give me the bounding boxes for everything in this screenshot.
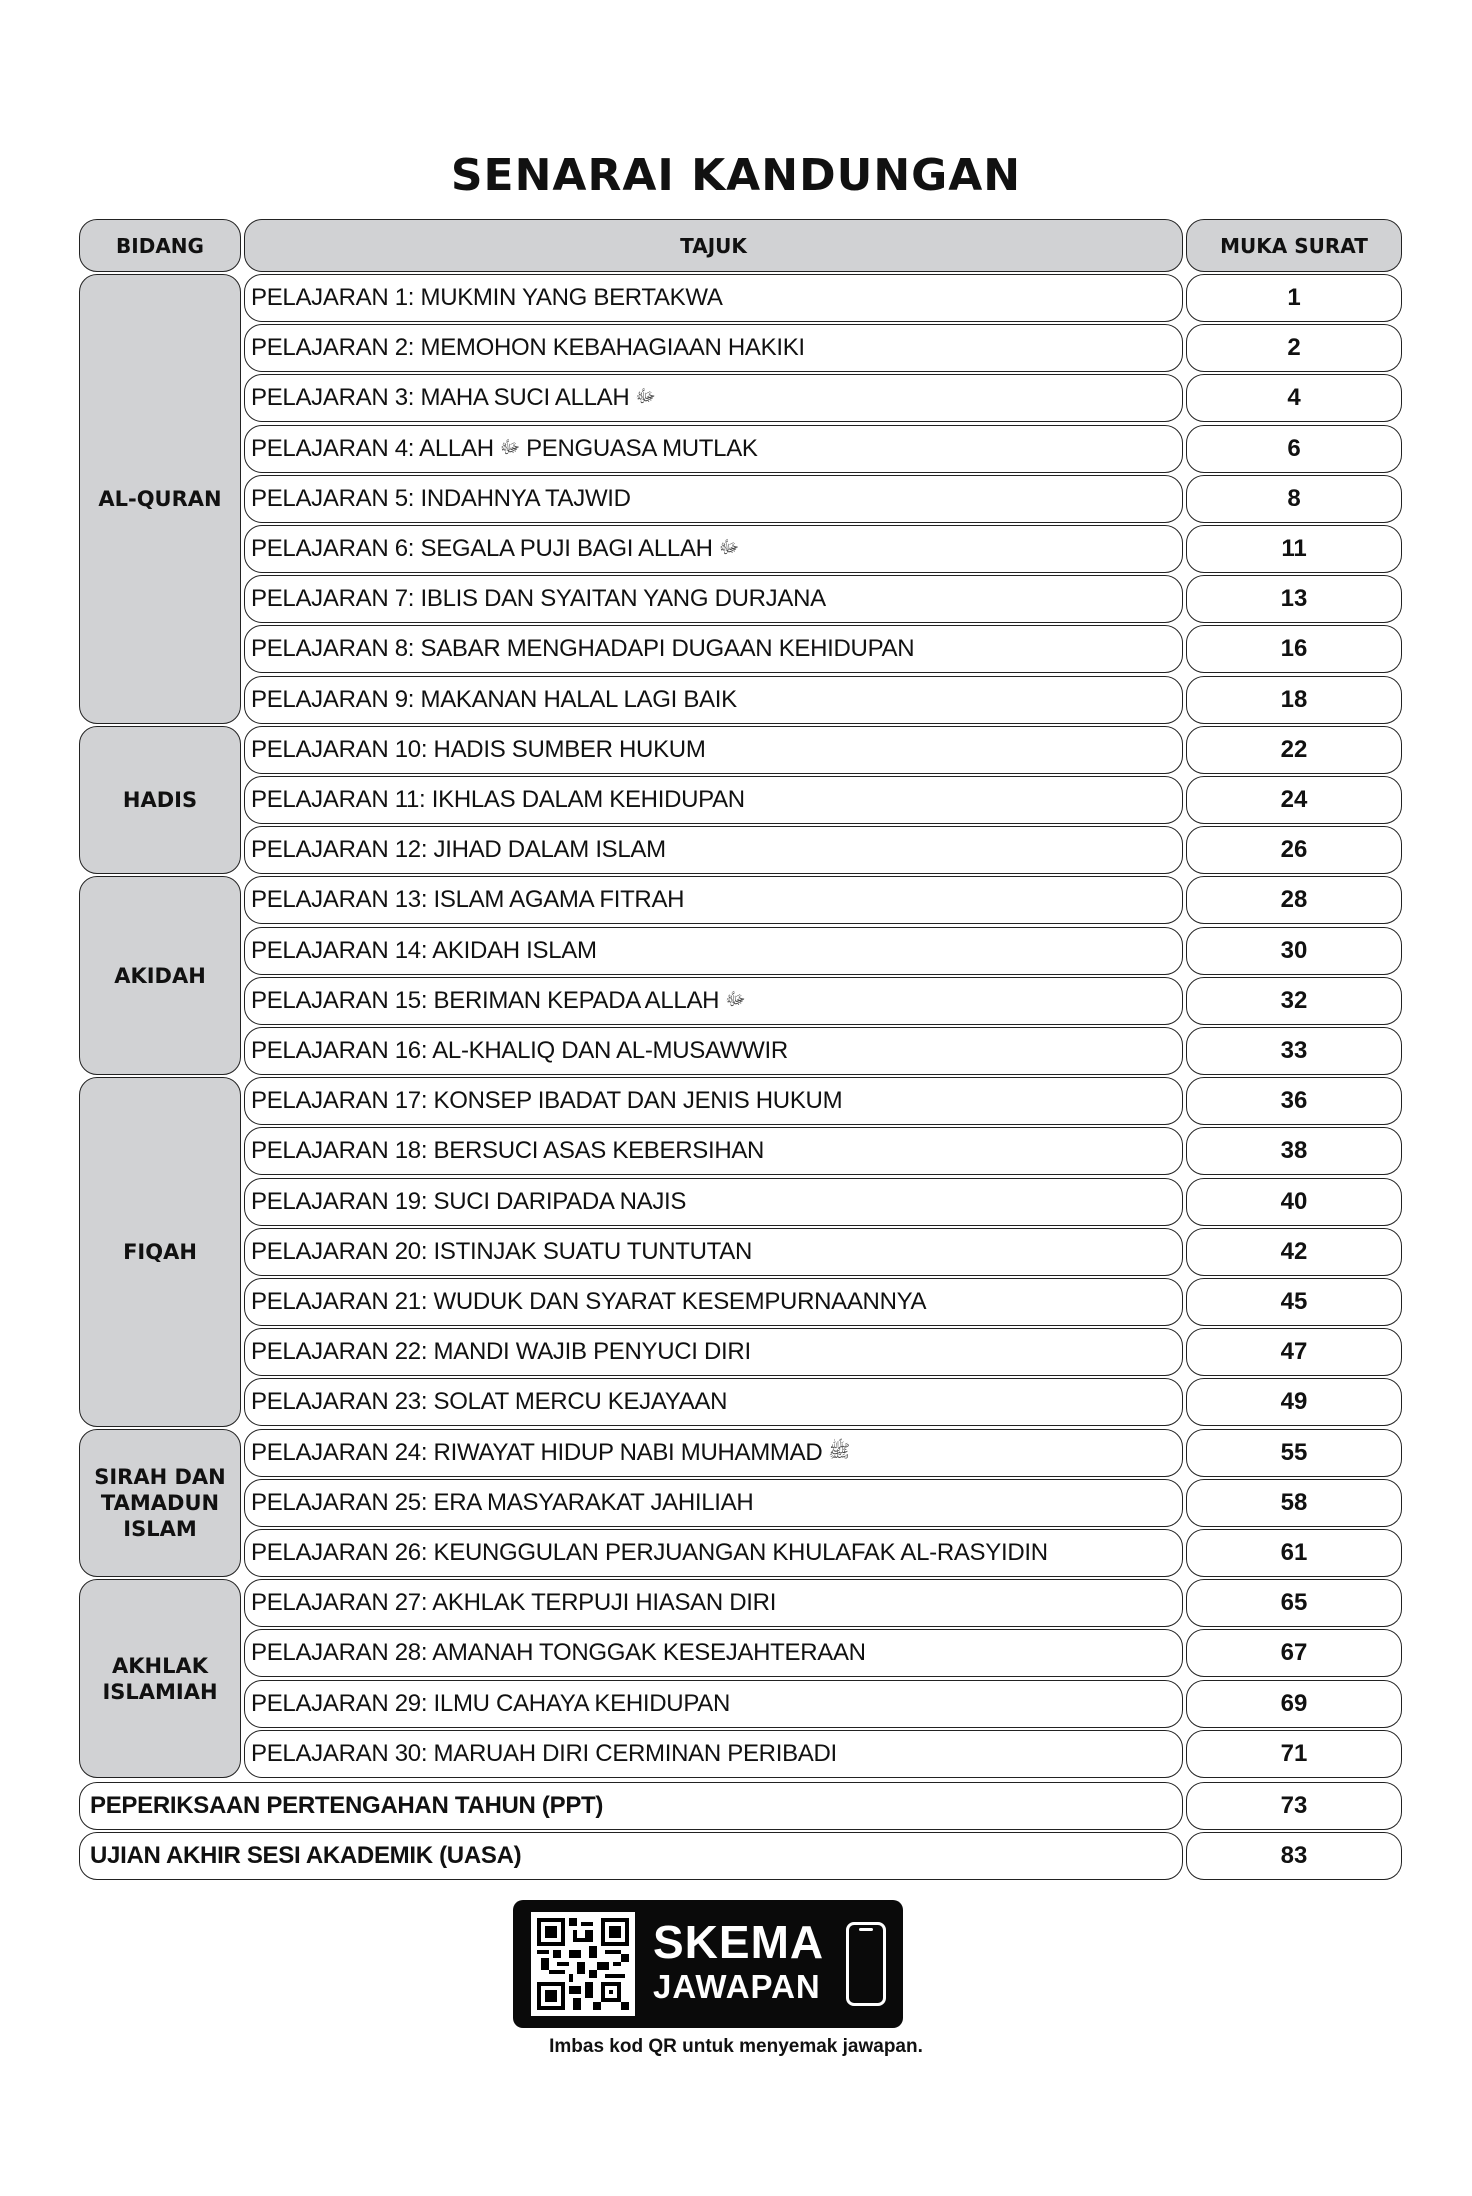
lesson-title-cell[interactable] — [244, 575, 1183, 623]
lesson-title-cell[interactable] — [244, 1730, 1183, 1778]
bidang-cell: AKIDAH — [79, 876, 241, 1075]
lesson-title: PELAJARAN 10: HADIS SUMBER HUKUM — [251, 735, 706, 763]
lesson-title-cell[interactable] — [244, 525, 1183, 573]
lesson-title: PELAJARAN 19: SUCI DARIPADA NAJIS — [251, 1187, 687, 1215]
lesson-title-cell[interactable] — [244, 1680, 1183, 1728]
answer-scheme-qr-banner[interactable] — [513, 1900, 903, 2028]
page-number-cell[interactable]: 13 — [1186, 575, 1402, 623]
lesson-title-cell[interactable] — [244, 927, 1183, 975]
lesson-title-cell[interactable] — [244, 425, 1183, 473]
header-bidang: BIDANG — [79, 219, 241, 272]
lesson-title-cell[interactable] — [244, 1479, 1183, 1527]
page-number-cell[interactable]: 45 — [1186, 1278, 1402, 1326]
page-number-cell[interactable]: 36 — [1186, 1077, 1402, 1125]
honorific-glyph-icon: ﷻ — [718, 537, 740, 557]
lesson-title-cell[interactable] — [244, 1278, 1183, 1326]
page-number-cell[interactable]: 11 — [1186, 525, 1402, 573]
bidang-cell: SIRAH DAN TAMADUN ISLAM — [79, 1429, 241, 1578]
lesson-title: PELAJARAN 23: SOLAT MERCU KEJAYAAN — [251, 1388, 728, 1416]
bidang-cell: HADIS — [79, 726, 241, 875]
lesson-title: PELAJARAN 28: AMANAH TONGGAK KESEJAHTERAAN — [251, 1639, 866, 1667]
bidang-cell: FIQAH — [79, 1077, 241, 1426]
honorific-glyph-icon: ﷻ — [635, 386, 656, 407]
bidang-cell: AKHLAK ISLAMIAH — [79, 1579, 241, 1778]
lesson-title: PELAJARAN 14: AKIDAH ISLAM — [251, 936, 597, 964]
page-number-cell[interactable]: 58 — [1186, 1479, 1402, 1527]
page-number-cell[interactable]: 26 — [1186, 826, 1402, 874]
page-number-cell[interactable]: 1 — [1186, 274, 1402, 322]
page-number-cell[interactable]: 40 — [1186, 1178, 1402, 1226]
lesson-title: PELAJARAN 3: MAHA SUCI ALLAH — [251, 384, 630, 412]
qr-banner-title-line1: SKEMA — [653, 1916, 825, 1968]
lesson-title-cell[interactable] — [244, 1127, 1183, 1175]
page-number-cell[interactable]: 38 — [1186, 1127, 1402, 1175]
honorific-glyph-icon: ﷺ — [828, 1440, 851, 1461]
lesson-title-cell[interactable] — [244, 876, 1183, 924]
lesson-title-cell[interactable] — [244, 1529, 1183, 1577]
lesson-title-cell[interactable] — [244, 1429, 1183, 1477]
lesson-title: PELAJARAN 12: JIHAD DALAM ISLAM — [251, 836, 666, 864]
lesson-title: PELAJARAN 18: BERSUCI ASAS KEBERSIHAN — [251, 1137, 765, 1165]
lesson-title: PELAJARAN 13: ISLAM AGAMA FITRAH — [251, 886, 685, 914]
page-number-cell[interactable]: 4 — [1186, 374, 1402, 422]
lesson-title: PELAJARAN 24: RIWAYAT HIDUP NABI MUHAMMAD — [251, 1438, 823, 1466]
lesson-title-cell[interactable] — [244, 625, 1183, 673]
lesson-title: PELAJARAN 25: ERA MASYARAKAT JAHILIAH — [251, 1488, 754, 1516]
bidang-cell: AL-QURAN — [79, 274, 241, 724]
lesson-title: PELAJARAN 20: ISTINJAK SUATU TUNTUTAN — [251, 1237, 752, 1265]
lesson-title-cell[interactable] — [244, 776, 1183, 824]
header-muka-surat: MUKA SURAT — [1186, 219, 1402, 272]
lesson-title-cell[interactable] — [244, 726, 1183, 774]
page-number-cell[interactable]: 65 — [1186, 1579, 1402, 1627]
honorific-glyph-icon: ﷻ — [725, 988, 746, 1009]
lesson-title: PELAJARAN 11: IKHLAS DALAM KEHIDUPAN — [251, 786, 745, 813]
page-number-cell[interactable]: 67 — [1186, 1629, 1402, 1677]
lesson-title: PELAJARAN 26: KEUNGGULAN PERJUANGAN KHULAFAK AL-RASYIDIN — [251, 1539, 1048, 1566]
lesson-title-suffix: PENGUASA MUTLAK — [526, 434, 758, 462]
lesson-title-cell[interactable] — [244, 324, 1183, 372]
lesson-title-cell[interactable] — [244, 1579, 1183, 1627]
smartphone-icon — [846, 1922, 886, 2006]
page-number-cell[interactable]: 24 — [1186, 776, 1402, 824]
qr-caption: Imbas kod QR untuk menyemak jawapan. — [549, 2036, 923, 2057]
page-number-cell[interactable]: 18 — [1186, 676, 1402, 724]
lesson-title-cell[interactable] — [244, 1228, 1183, 1276]
lesson-title-cell[interactable] — [244, 374, 1183, 422]
lesson-title: PELAJARAN 16: AL-KHALIQ DAN AL-MUSAWWIR — [251, 1037, 788, 1064]
lesson-title-cell[interactable] — [244, 1629, 1183, 1677]
lesson-title-cell[interactable] — [244, 676, 1183, 724]
page-title: SENARAI KANDUNGAN — [450, 150, 1022, 201]
page-number-cell[interactable]: 55 — [1186, 1429, 1402, 1477]
lesson-title: PELAJARAN 21: WUDUK DAN SYARAT KESEMPURNAANNYA — [251, 1288, 927, 1315]
lesson-title-cell[interactable] — [244, 274, 1183, 322]
page-number-cell[interactable]: 30 — [1186, 927, 1402, 975]
qr-code-icon[interactable] — [531, 1912, 635, 2016]
lesson-title: PELAJARAN 1: MUKMIN YANG BERTAKWA — [251, 284, 723, 311]
exam-title-cell[interactable]: UJIAN AKHIR SESI AKADEMIK (UASA) — [79, 1832, 1183, 1880]
lesson-title: PELAJARAN 6: SEGALA PUJI BAGI ALLAH — [251, 535, 713, 562]
page-number-cell[interactable]: 69 — [1186, 1680, 1402, 1728]
lesson-title-cell[interactable] — [244, 1378, 1183, 1426]
lesson-title-cell[interactable] — [244, 1328, 1183, 1376]
lesson-title: PELAJARAN 30: MARUAH DIRI CERMINAN PERIBADI — [251, 1739, 837, 1767]
lesson-title: PELAJARAN 7: IBLIS DAN SYAITAN YANG DURJANA — [251, 585, 826, 613]
qr-banner-title-line2: JAWAPAN — [653, 1968, 821, 2005]
lesson-title-cell[interactable] — [244, 1077, 1183, 1125]
lesson-title-cell[interactable] — [244, 475, 1183, 523]
page-number-cell[interactable]: 22 — [1186, 726, 1402, 774]
page-number-cell[interactable]: 32 — [1186, 977, 1402, 1025]
lesson-title: PELAJARAN 15: BERIMAN KEPADA ALLAH — [251, 986, 720, 1014]
lesson-title-cell[interactable] — [244, 1178, 1183, 1226]
page-number-cell[interactable]: 61 — [1186, 1529, 1402, 1577]
page-number-cell[interactable]: 16 — [1186, 625, 1402, 673]
lesson-title: PELAJARAN 17: KONSEP IBADAT DAN JENIS HUKUM — [251, 1087, 843, 1115]
page-number-cell[interactable]: 47 — [1186, 1328, 1402, 1376]
exam-title-cell[interactable]: PEPERIKSAAN PERTENGAHAN TAHUN (PPT) — [79, 1782, 1183, 1830]
page-number-cell[interactable]: 49 — [1186, 1378, 1402, 1426]
lesson-title: PELAJARAN 5: INDAHNYA TAJWID — [251, 484, 631, 512]
page-number-cell[interactable]: 8 — [1186, 475, 1402, 523]
header-tajuk: TAJUK — [244, 219, 1183, 272]
page-number-cell[interactable]: 42 — [1186, 1228, 1402, 1276]
lesson-title: PELAJARAN 8: SABAR MENGHADAPI DUGAAN KEHIDUPAN — [251, 635, 915, 663]
page-number-cell[interactable]: 71 — [1186, 1730, 1402, 1778]
honorific-glyph-icon: ﷻ — [499, 436, 521, 457]
page-number-cell[interactable]: 73 — [1186, 1782, 1402, 1830]
lesson-title: PELAJARAN 29: ILMU CAHAYA KEHIDUPAN — [251, 1689, 730, 1717]
page-number-cell[interactable]: 83 — [1186, 1832, 1402, 1880]
lesson-title: PELAJARAN 27: AKHLAK TERPUJI HIASAN DIRI — [251, 1589, 777, 1617]
lesson-title: PELAJARAN 2: MEMOHON KEBAHAGIAAN HAKIKI — [251, 334, 805, 362]
lesson-title: PELAJARAN 9: MAKANAN HALAL LAGI BAIK — [251, 685, 737, 713]
page-number-cell[interactable]: 2 — [1186, 324, 1402, 372]
lesson-title-cell[interactable] — [244, 826, 1183, 874]
lesson-title-cell[interactable] — [244, 977, 1183, 1025]
page-number-cell[interactable]: 33 — [1186, 1027, 1402, 1075]
page-number-cell[interactable]: 28 — [1186, 876, 1402, 924]
page-number-cell[interactable]: 6 — [1186, 425, 1402, 473]
lesson-title: PELAJARAN 22: MANDI WAJIB PENYUCI DIRI — [251, 1338, 751, 1366]
lesson-title: PELAJARAN 4: ALLAH — [251, 434, 494, 462]
lesson-title-cell[interactable] — [244, 1027, 1183, 1075]
